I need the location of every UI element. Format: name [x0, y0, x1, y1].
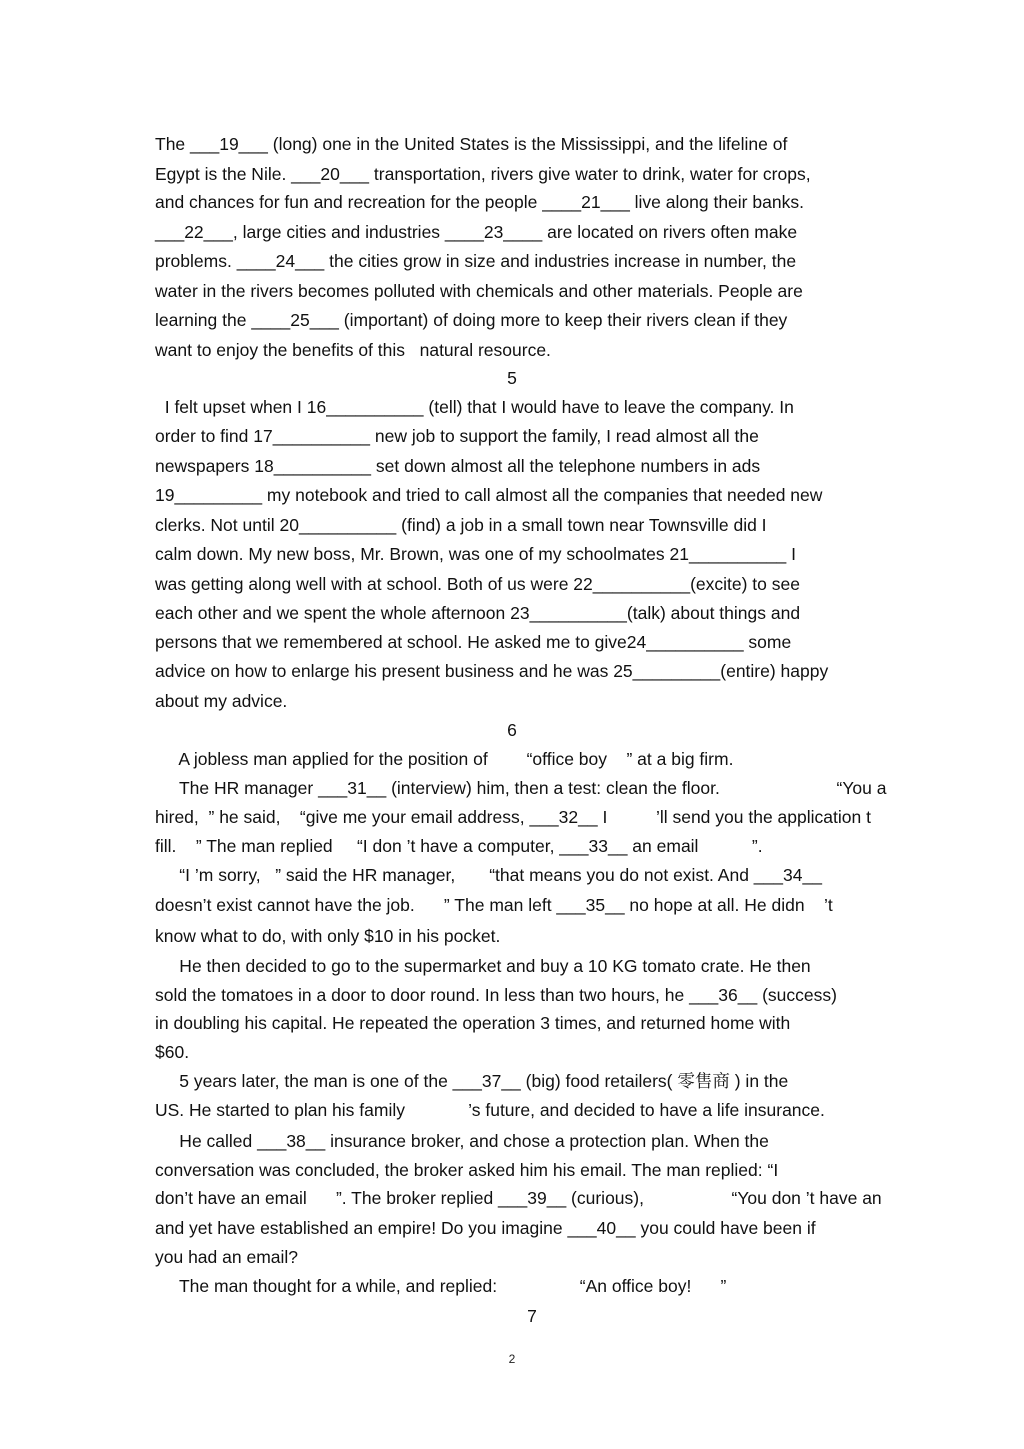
- section-number: 6: [507, 720, 517, 740]
- paragraph-line: want to enjoy the benefits of this natural resource.: [155, 340, 551, 360]
- paragraph-line: and chances for fun and recreation for the people ____21___ live along their banks.: [155, 192, 804, 212]
- paragraph-line: was getting along well with at school. Both of us were 22__________(excite) to see: [155, 574, 800, 594]
- paragraph-line: “I ’m sorry, ” said the HR manager, “that means you do not exist. And ___34__: [155, 865, 822, 885]
- paragraph-line: calm down. My new boss, Mr. Brown, was one of my schoolmates 21__________ I: [155, 544, 797, 564]
- paragraph-line: 5 years later, the man is one of the ___37__ (big) food retailers( 零售商 ) in the: [155, 1071, 789, 1091]
- paragraph-line: order to find 17__________ new job to support the family, I read almost all the: [155, 426, 759, 446]
- page-number: 2: [508, 1352, 516, 1366]
- paragraph-line: He called ___38__ insurance broker, and chose a protection plan. When the: [155, 1131, 769, 1151]
- section-number: 5: [507, 368, 517, 388]
- paragraph-line: The man thought for a while, and replied: “An office boy! ”: [155, 1276, 727, 1296]
- paragraph-line: doesn’t exist cannot have the job. ” The man left ___35__ no hope at all. He didn ’t: [155, 895, 833, 915]
- paragraph-line: about my advice.: [155, 691, 288, 711]
- paragraph-line: The HR manager ___31__ (interview) him, then a test: clean the floor. “You a: [155, 778, 887, 798]
- paragraph-line: I felt upset when I 16__________ (tell) that I would have to leave the company. In: [155, 397, 794, 417]
- paragraph-line: and yet have established an empire! Do you imagine ___40__ you could have been if: [155, 1218, 816, 1238]
- paragraph-line: He then decided to go to the supermarket and buy a 10 KG tomato crate. He then: [155, 956, 811, 976]
- paragraph-line: know what to do, with only $10 in his pocket.: [155, 926, 501, 946]
- paragraph-line: in doubling his capital. He repeated the operation 3 times, and returned home with: [155, 1013, 791, 1033]
- paragraph-line: each other and we spent the whole afternoon 23__________(talk) about things and: [155, 603, 801, 623]
- paragraph-line: water in the rivers becomes polluted with chemicals and other materials. People are: [155, 281, 803, 301]
- paragraph-line: problems. ____24___ the cities grow in size and industries increase in number, the: [155, 251, 797, 271]
- paragraph-line: fill. ” The man replied “I don ’t have a computer, ___33__ an email ”.: [155, 836, 763, 856]
- paragraph-line: advice on how to enlarge his present business and he was 25_________(entire) happy: [155, 661, 829, 681]
- paragraph-line: clerks. Not until 20__________ (find) a job in a small town near Townsville did I: [155, 515, 767, 535]
- paragraph-line: sold the tomatoes in a door to door round. In less than two hours, he ___36__ (success): [155, 985, 837, 1005]
- paragraph-line: $60.: [155, 1042, 190, 1062]
- paragraph-line: don’t have an email ”. The broker replied ___39__ (curious), “You don ’t have an: [155, 1188, 882, 1208]
- paragraph-line: The ___19___ (long) one in the United States is the Mississippi, and the lifeline of: [155, 134, 788, 154]
- paragraph-line: persons that we remembered at school. He asked me to give24__________ some: [155, 632, 792, 652]
- paragraph-line: 19_________ my notebook and tried to call almost all the companies that needed new: [155, 485, 823, 505]
- paragraph-line: Egypt is the Nile. ___20___ transportation, rivers give water to drink, water for crops,: [155, 164, 811, 184]
- paragraph-line: learning the ____25___ (important) of doing more to keep their rivers clean if they: [155, 310, 788, 330]
- paragraph-line: you had an email?: [155, 1247, 299, 1267]
- paragraph-line: conversation was concluded, the broker asked him his email. The man replied: “I: [155, 1160, 779, 1180]
- section-number: 7: [527, 1306, 537, 1326]
- paragraph-line: ___22___, large cities and industries ____23____ are located on rivers often make: [155, 222, 798, 242]
- paragraph-line: hired, ” he said, “give me your email address, ___32__ I ’ll send you the application t: [155, 807, 871, 827]
- paragraph-line: newspapers 18__________ set down almost all the telephone numbers in ads: [155, 456, 761, 476]
- paragraph-line: US. He started to plan his family ’s future, and decided to have a life insurance.: [155, 1100, 825, 1120]
- paragraph-line: A jobless man applied for the position of “office boy ” at a big firm.: [155, 749, 734, 769]
